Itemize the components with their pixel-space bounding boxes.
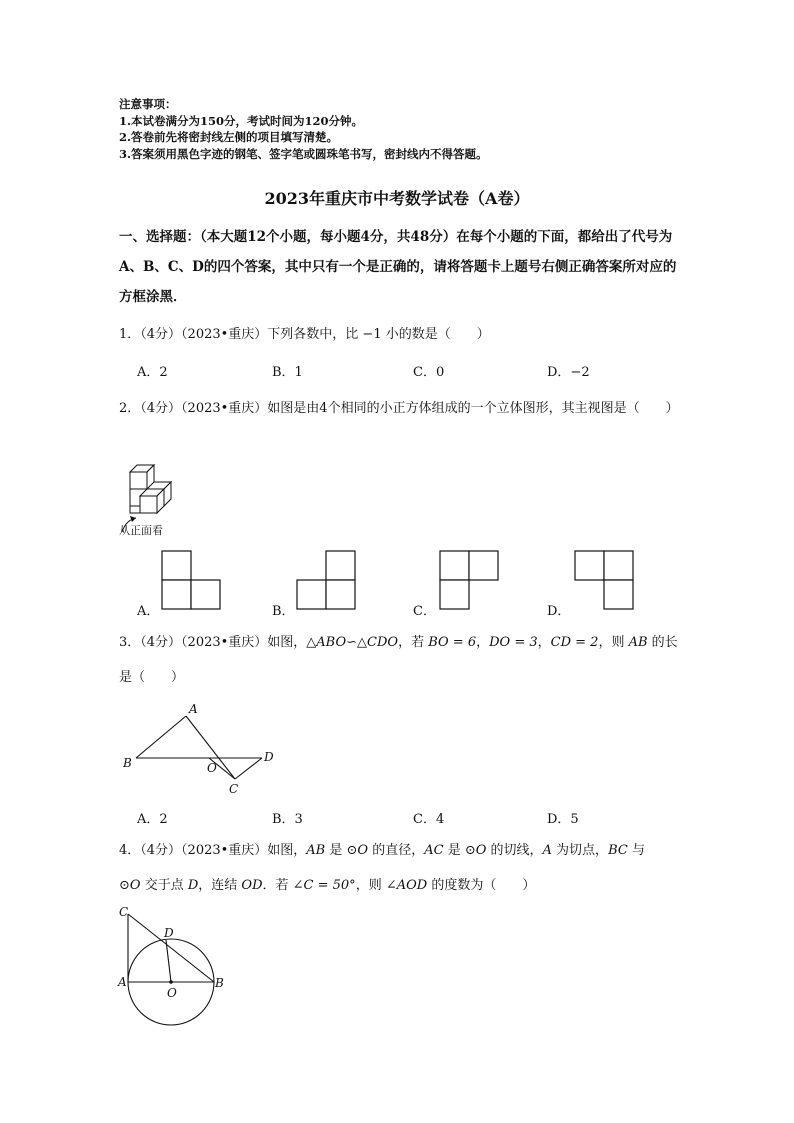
q4-label-b: B bbox=[215, 976, 224, 990]
question-2-stem: 2．（4分）（2023•重庆）如图是由4个相同的小正方体组成的一个立体图形，其主视图是（ ） bbox=[119, 401, 679, 416]
q1-option-b: B．1 bbox=[272, 365, 303, 380]
q2-option-d-figure bbox=[574, 550, 636, 612]
q4-label-o: O bbox=[167, 986, 177, 1000]
q3-label-o: O bbox=[207, 761, 217, 775]
question-4-stem-line2: ⊙O 交于点 D，连结 OD．若 ∠C = 50°，则 ∠AOD 的度数为（ ） bbox=[119, 878, 536, 893]
notes-line-1: 1.本试卷满分为150分，考试时间为120分钟。 bbox=[119, 113, 364, 128]
q4-label-a: A bbox=[118, 975, 127, 989]
notes-line-2: 2.答卷前先将密封线左侧的项目填写清楚。 bbox=[119, 130, 339, 144]
q1-option-c: C．0 bbox=[413, 365, 445, 380]
q2-option-a: A． bbox=[137, 604, 160, 619]
q3-triangle-figure bbox=[118, 698, 288, 800]
q3-label-b: B bbox=[123, 756, 132, 770]
q3-option-c: C．4 bbox=[413, 812, 445, 827]
notes-heading: 注意事项： bbox=[119, 97, 177, 111]
q3-option-b: B．3 bbox=[272, 812, 303, 827]
q3-label-c: C bbox=[229, 782, 239, 796]
q2-option-b: B． bbox=[272, 604, 295, 619]
q2-option-b-figure bbox=[296, 550, 358, 612]
q1-option-a: A．2 bbox=[137, 365, 168, 380]
q4-label-d: D bbox=[164, 926, 174, 940]
q3-option-d: D．5 bbox=[547, 812, 579, 827]
question-3-stem: 3．（4分）（2023•重庆）如图，△ABO∽△CDO，若 BO = 6，DO = 3，CD = 2，则 AB 的长 bbox=[119, 635, 678, 650]
q2-view-label: 从正面看 bbox=[119, 524, 163, 537]
exam-notes bbox=[119, 96, 488, 162]
q3-label-d: D bbox=[264, 750, 274, 764]
q2-option-d: D． bbox=[547, 604, 571, 619]
section-heading: 一、选择题：（本大题12个小题，每小题4分，共48分）在每个小题的下面，都给出了代号为A、B、C、D的四个答案，其中只有一个是正确的，请将答题卡上题号右侧正确答案所对应的方框涂黑． bbox=[119, 229, 677, 305]
q2-option-a-figure bbox=[161, 550, 223, 612]
question-1-stem: 1．（4分）（2023•重庆）下列各数中，比 −1 小的数是（ ） bbox=[119, 327, 490, 342]
exam-title: 2023年重庆市中考数学试卷（A卷） bbox=[264, 189, 530, 208]
q2-option-c-figure bbox=[439, 550, 501, 612]
question-3-stem-line2: 是（ ） bbox=[119, 670, 185, 685]
question-4-stem: 4．（4分）（2023•重庆）如图，AB 是 ⊙O 的直径，AC 是 ⊙O 的切线，A 为切点，BC 与 bbox=[119, 843, 645, 858]
q3-label-a: A bbox=[189, 702, 198, 716]
q3-option-a: A．2 bbox=[137, 812, 168, 827]
notes-line-3: 3.答案须用黑色字迹的钢笔、签字笔或圆珠笔书写，密封线内不得答题。 bbox=[119, 146, 488, 161]
q4-label-c: C bbox=[119, 905, 129, 919]
q1-option-d: D．−2 bbox=[547, 365, 590, 380]
q4-circle-figure bbox=[114, 900, 234, 1030]
q2-option-c: C． bbox=[413, 604, 436, 619]
